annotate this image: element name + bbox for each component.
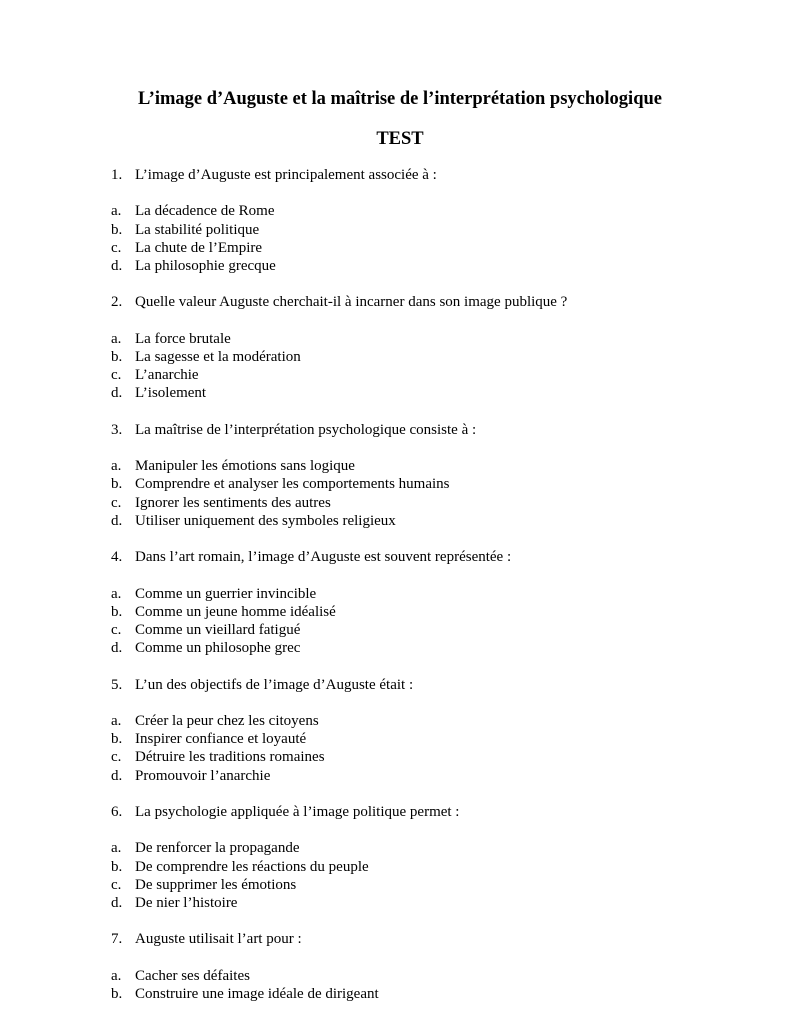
question-text: L’un des objectifs de l’image d’Auguste était : — [135, 676, 414, 693]
answer-option — [111, 512, 751, 530]
document-title: L’image d’Auguste et la maîtrise de l’interprétation psychologique — [138, 89, 662, 109]
answer-option — [111, 985, 751, 1003]
question-number: 5. — [111, 676, 123, 693]
option-text: Utiliser uniquement des symboles religieux — [135, 512, 396, 529]
question-block — [111, 930, 751, 1003]
option-letter: b. — [111, 476, 123, 493]
option-letter: c. — [111, 494, 122, 511]
question-line — [111, 930, 751, 948]
option-letter: c. — [111, 876, 122, 893]
option-letter: a. — [111, 840, 122, 857]
answer-option — [111, 457, 751, 475]
option-letter: c. — [111, 621, 122, 638]
question-number: 6. — [111, 803, 123, 820]
option-letter: a. — [111, 330, 122, 347]
question-number: 2. — [111, 294, 123, 311]
option-letter: a. — [111, 585, 122, 602]
question-text: Auguste utilisait l’art pour : — [135, 931, 302, 948]
answer-options — [111, 967, 751, 1003]
answer-options — [111, 457, 751, 530]
question-text: Dans l’art romain, l’image d’Auguste est souvent représentée : — [135, 549, 512, 566]
answer-option — [111, 257, 751, 275]
option-letter: b. — [111, 858, 123, 875]
option-letter: b. — [111, 348, 123, 365]
answer-option — [111, 603, 751, 621]
answer-options — [111, 712, 751, 785]
option-text: Comme un jeune homme idéalisé — [135, 603, 336, 620]
answer-option — [111, 366, 751, 384]
option-letter: b. — [111, 603, 123, 620]
question-block — [111, 421, 751, 530]
answer-option — [111, 202, 751, 220]
option-letter: c. — [111, 367, 122, 384]
answer-option — [111, 876, 751, 894]
question-block — [111, 293, 751, 402]
document-subtitle: TEST — [376, 129, 424, 149]
answer-option — [111, 384, 751, 402]
option-letter: d. — [111, 385, 123, 402]
option-letter: d. — [111, 894, 123, 911]
answer-option — [111, 712, 751, 730]
answer-option — [111, 839, 751, 857]
option-letter: b. — [111, 731, 123, 748]
question-text: Quelle valeur Auguste cherchait-il à incarner dans son image publique ? — [135, 294, 568, 311]
option-letter: b. — [111, 985, 123, 1002]
question-block — [111, 548, 751, 657]
option-text: L’isolement — [135, 385, 207, 402]
question-line — [111, 293, 751, 311]
answer-option — [111, 330, 751, 348]
option-letter: a. — [111, 712, 122, 729]
option-text: De comprendre les réactions du peuple — [135, 858, 369, 875]
answer-options — [111, 839, 751, 912]
option-letter: d. — [111, 767, 123, 784]
option-text: Comprendre et analyser les comportements humains — [135, 476, 450, 493]
option-text: La chute de l’Empire — [135, 239, 263, 256]
answer-option — [111, 858, 751, 876]
answer-option — [111, 894, 751, 912]
option-text: Construire une image idéale de dirigeant — [135, 985, 379, 1002]
option-letter: a. — [111, 458, 122, 475]
question-text: L’image d’Auguste est principalement associée à : — [135, 167, 437, 183]
option-text: La sagesse et la modération — [135, 348, 301, 365]
option-text: Manipuler les émotions sans logique — [135, 458, 355, 475]
option-text: Comme un vieillard fatigué — [135, 621, 301, 638]
question-line — [111, 421, 751, 439]
question-block — [111, 676, 751, 785]
option-text: Comme un philosophe grec — [135, 640, 301, 657]
option-text: De nier l’histoire — [135, 894, 238, 911]
question-line — [111, 676, 751, 694]
answer-option — [111, 730, 751, 748]
option-letter: a. — [111, 203, 122, 220]
option-letter: c. — [111, 749, 122, 766]
option-text: Ignorer les sentiments des autres — [135, 494, 331, 511]
answer-options — [111, 585, 751, 658]
option-letter: d. — [111, 258, 123, 274]
answer-option — [111, 748, 751, 766]
answer-option — [111, 621, 751, 639]
option-text: Créer la peur chez les citoyens — [135, 712, 319, 729]
option-text: L’anarchie — [135, 367, 199, 384]
option-letter: d. — [111, 512, 123, 529]
option-text: Cacher ses défaites — [135, 967, 250, 984]
answer-option — [111, 767, 751, 785]
question-line — [111, 166, 751, 184]
question-block — [111, 803, 751, 912]
option-text: Détruire les traditions romaines — [135, 749, 325, 766]
option-text: Comme un guerrier invincible — [135, 585, 317, 602]
answer-option — [111, 494, 751, 512]
answer-option — [111, 967, 751, 985]
option-letter: d. — [111, 640, 123, 657]
option-text: De supprimer les émotions — [135, 876, 297, 893]
question-block — [111, 166, 751, 275]
option-letter: c. — [111, 239, 122, 256]
answer-option — [111, 585, 751, 603]
question-line — [111, 803, 751, 821]
option-letter: b. — [111, 221, 123, 238]
question-line — [111, 548, 751, 566]
option-text: La force brutale — [135, 330, 231, 347]
option-text: Promouvoir l’anarchie — [135, 767, 271, 784]
option-letter: a. — [111, 967, 122, 984]
answer-option — [111, 639, 751, 657]
option-text: De renforcer la propagande — [135, 840, 300, 857]
question-number: 1. — [111, 167, 123, 183]
question-number: 7. — [111, 931, 123, 948]
option-text: Inspirer confiance et loyauté — [135, 731, 307, 748]
question-text: La maîtrise de l’interprétation psychologique consiste à : — [135, 421, 477, 438]
answer-option — [111, 475, 751, 493]
answer-option — [111, 221, 751, 239]
question-number: 3. — [111, 421, 123, 438]
answer-option — [111, 348, 751, 366]
option-text: La stabilité politique — [135, 221, 260, 238]
answer-option — [111, 239, 751, 257]
option-text: La philosophie grecque — [135, 258, 276, 274]
option-text: La décadence de Rome — [135, 203, 275, 220]
question-text: La psychologie appliquée à l’image politique permet : — [135, 803, 460, 820]
answer-options — [111, 330, 751, 403]
question-list — [111, 166, 751, 1021]
answer-options — [111, 202, 751, 275]
question-number: 4. — [111, 549, 123, 566]
